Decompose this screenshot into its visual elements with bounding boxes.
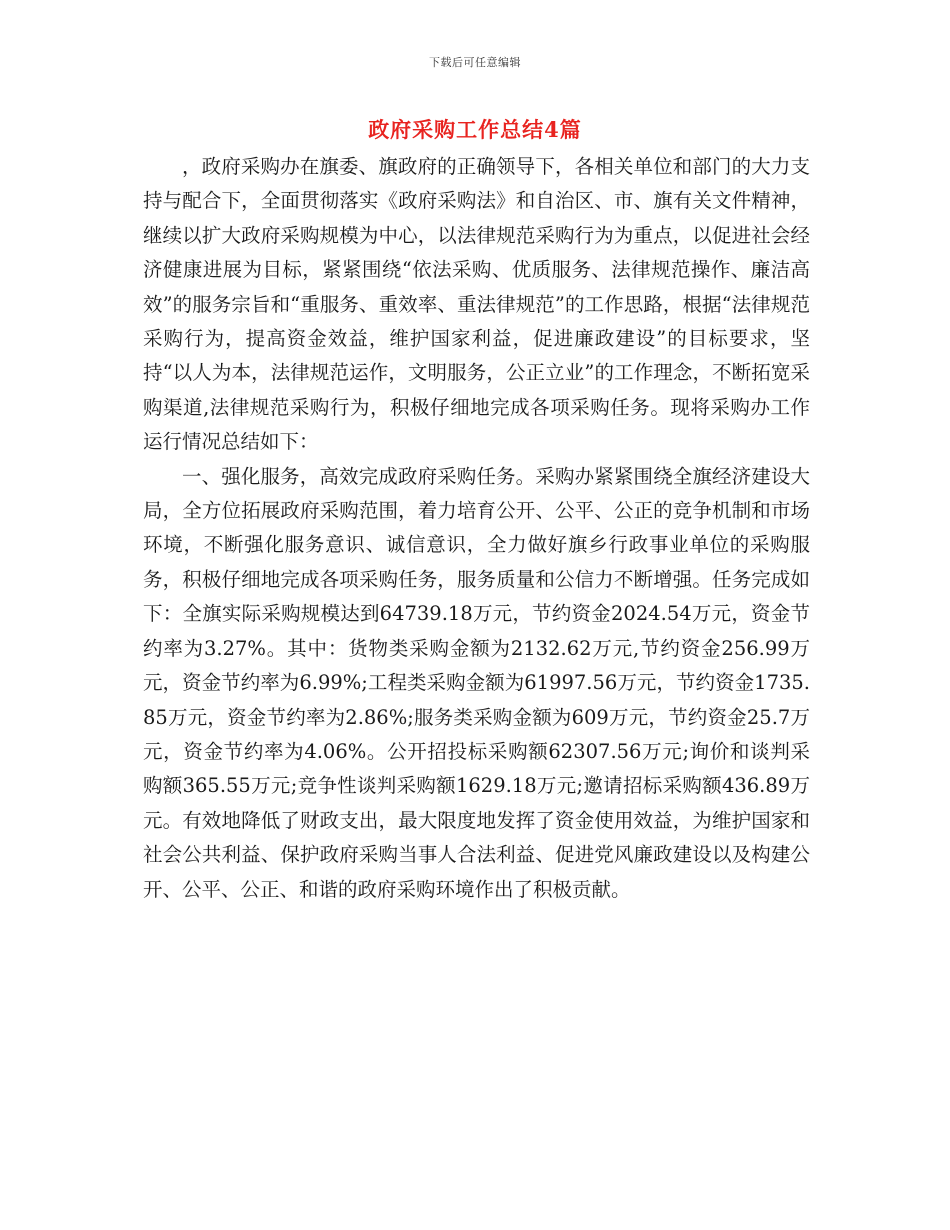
paragraph-intro: ，政府采购办在旗委、旗政府的正确领导下，各相关单位和部门的大力支持与配合下，全面贯彻落实《政府采购法》和自治区、市、旗有关文件精神，继续以扩大政府采购规模为中心，以法律规范采购行为为重点，以促进社会经济健康进展为目标，紧紧围绕“依法采购、优质服务、法律规范操作、廉洁高效”的服务宗旨和“重服务、重效率、重法律规范”的工作思路，根据“法律规范采购行为，提高资金效益，维护国家利益，促进廉政建设”的目标要求，坚持“以人为本，法律规范运作，文明服务，公正立业”的工作理念，不断拓宽采购渠道,法律规范采购行为，积极仔细地完成各项采购任务。现将采购办工作运行情况总结如下： bbox=[143, 155, 810, 454]
document-title: 政府采购工作总结4篇 bbox=[368, 117, 582, 142]
header-note: 下载后可任意编辑 bbox=[429, 56, 521, 69]
paragraph-section-one: 一、强化服务，高效完成政府采购任务。采购办紧紧围绕全旗经济建设大局，全方位拓展政府采购范围，着力培育公开、公平、公正的竞争机制和市场环境，不断强化服务意识、诚信意识，全力做好旗乡行政事业单位的采购服务，积极仔细地完成各项采购任务，服务质量和公信力不断增强。任务完成如下：全旗实际采购规模达到64739.18万元，节约资金2024.54万元，资金节约率为3.27%。其中：货物类采购金额为2132.62万元,节约资金256.99万元，资金节约率为6.99%;工程类采购金额为61997.56万元，节约资金1735.85万元，资金节约率为2.86%;服务类采购金额为609万元，节约资金25.7万元，资金节约率为4.06%。公开招投标采购额62307.56万元;询价和谈判采购额365.55万元;竞争性谈判采购额1629.18万元;邀请招标采购额436.89万元。有效地降低了财政支出，最大限度地发挥了资金使用效益，为维护国家和社会公共利益、保护政府采购当事人合法利益、促进党风廉政建设以及构建公开、公平、公正、和谐的政府采购环境作出了积极贡献。 bbox=[143, 464, 810, 901]
document-body bbox=[143, 150, 810, 907]
